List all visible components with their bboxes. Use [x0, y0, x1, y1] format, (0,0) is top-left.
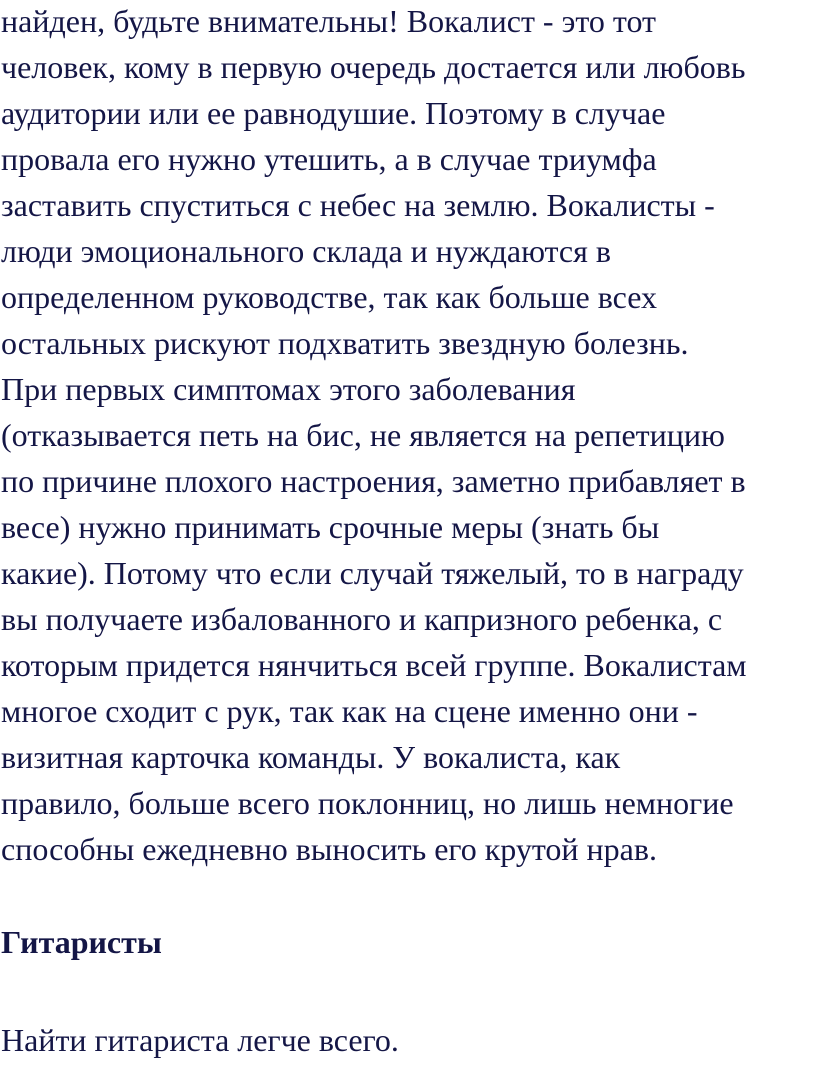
- section-first-line: Найти гитариста легче всего.: [1, 1022, 399, 1058]
- paragraph-line: заставить спуститься с небес на землю. Вокалисты -: [1, 187, 715, 223]
- paragraph-line: правило, больше всего поклонниц, но лишь немногие: [1, 785, 734, 821]
- paragraph-line: аудитории или ее равнодушие. Поэтому в случае: [1, 95, 666, 131]
- paragraph-line: остальных рискуют подхватить звездную болезнь.: [1, 325, 689, 361]
- paragraph-line: многое сходит с рук, так как на сцене именно они -: [1, 693, 698, 729]
- paragraph-line: визитная карточка команды. У вокалиста, как: [1, 739, 621, 775]
- paragraph-line: человек, кому в первую очередь достается или любовь: [1, 49, 746, 85]
- section-heading: Гитаристы: [1, 924, 162, 960]
- paragraph-line: способны ежедневно выносить его крутой нрав.: [1, 831, 657, 867]
- paragraph-line: провала его нужно утешить, а в случае триумфа: [1, 141, 657, 177]
- paragraph-line: которым придется нянчиться всей группе. Вокалистам: [1, 647, 747, 683]
- paragraph-line: найден, будьте внимательны! Вокалист - это тот: [1, 3, 656, 39]
- paragraph-line: какие). Потому что если случай тяжелый, то в награду: [1, 555, 744, 591]
- paragraph-line: по причине плохого настроения, заметно прибавляет в: [1, 463, 746, 499]
- paragraph-line: весе) нужно принимать срочные меры (знать бы: [1, 509, 660, 545]
- paragraph-line: люди эмоционального склада и нуждаются в: [1, 233, 611, 269]
- paragraph-line: определенном руководстве, так как больше всех: [1, 279, 658, 315]
- paragraph-line: (отказывается петь на бис, не является на репетицию: [1, 417, 725, 453]
- paragraph-line: При первых симптомах этого заболевания: [1, 371, 576, 407]
- paragraph-line: вы получаете избалованного и капризного ребенка, с: [1, 601, 723, 637]
